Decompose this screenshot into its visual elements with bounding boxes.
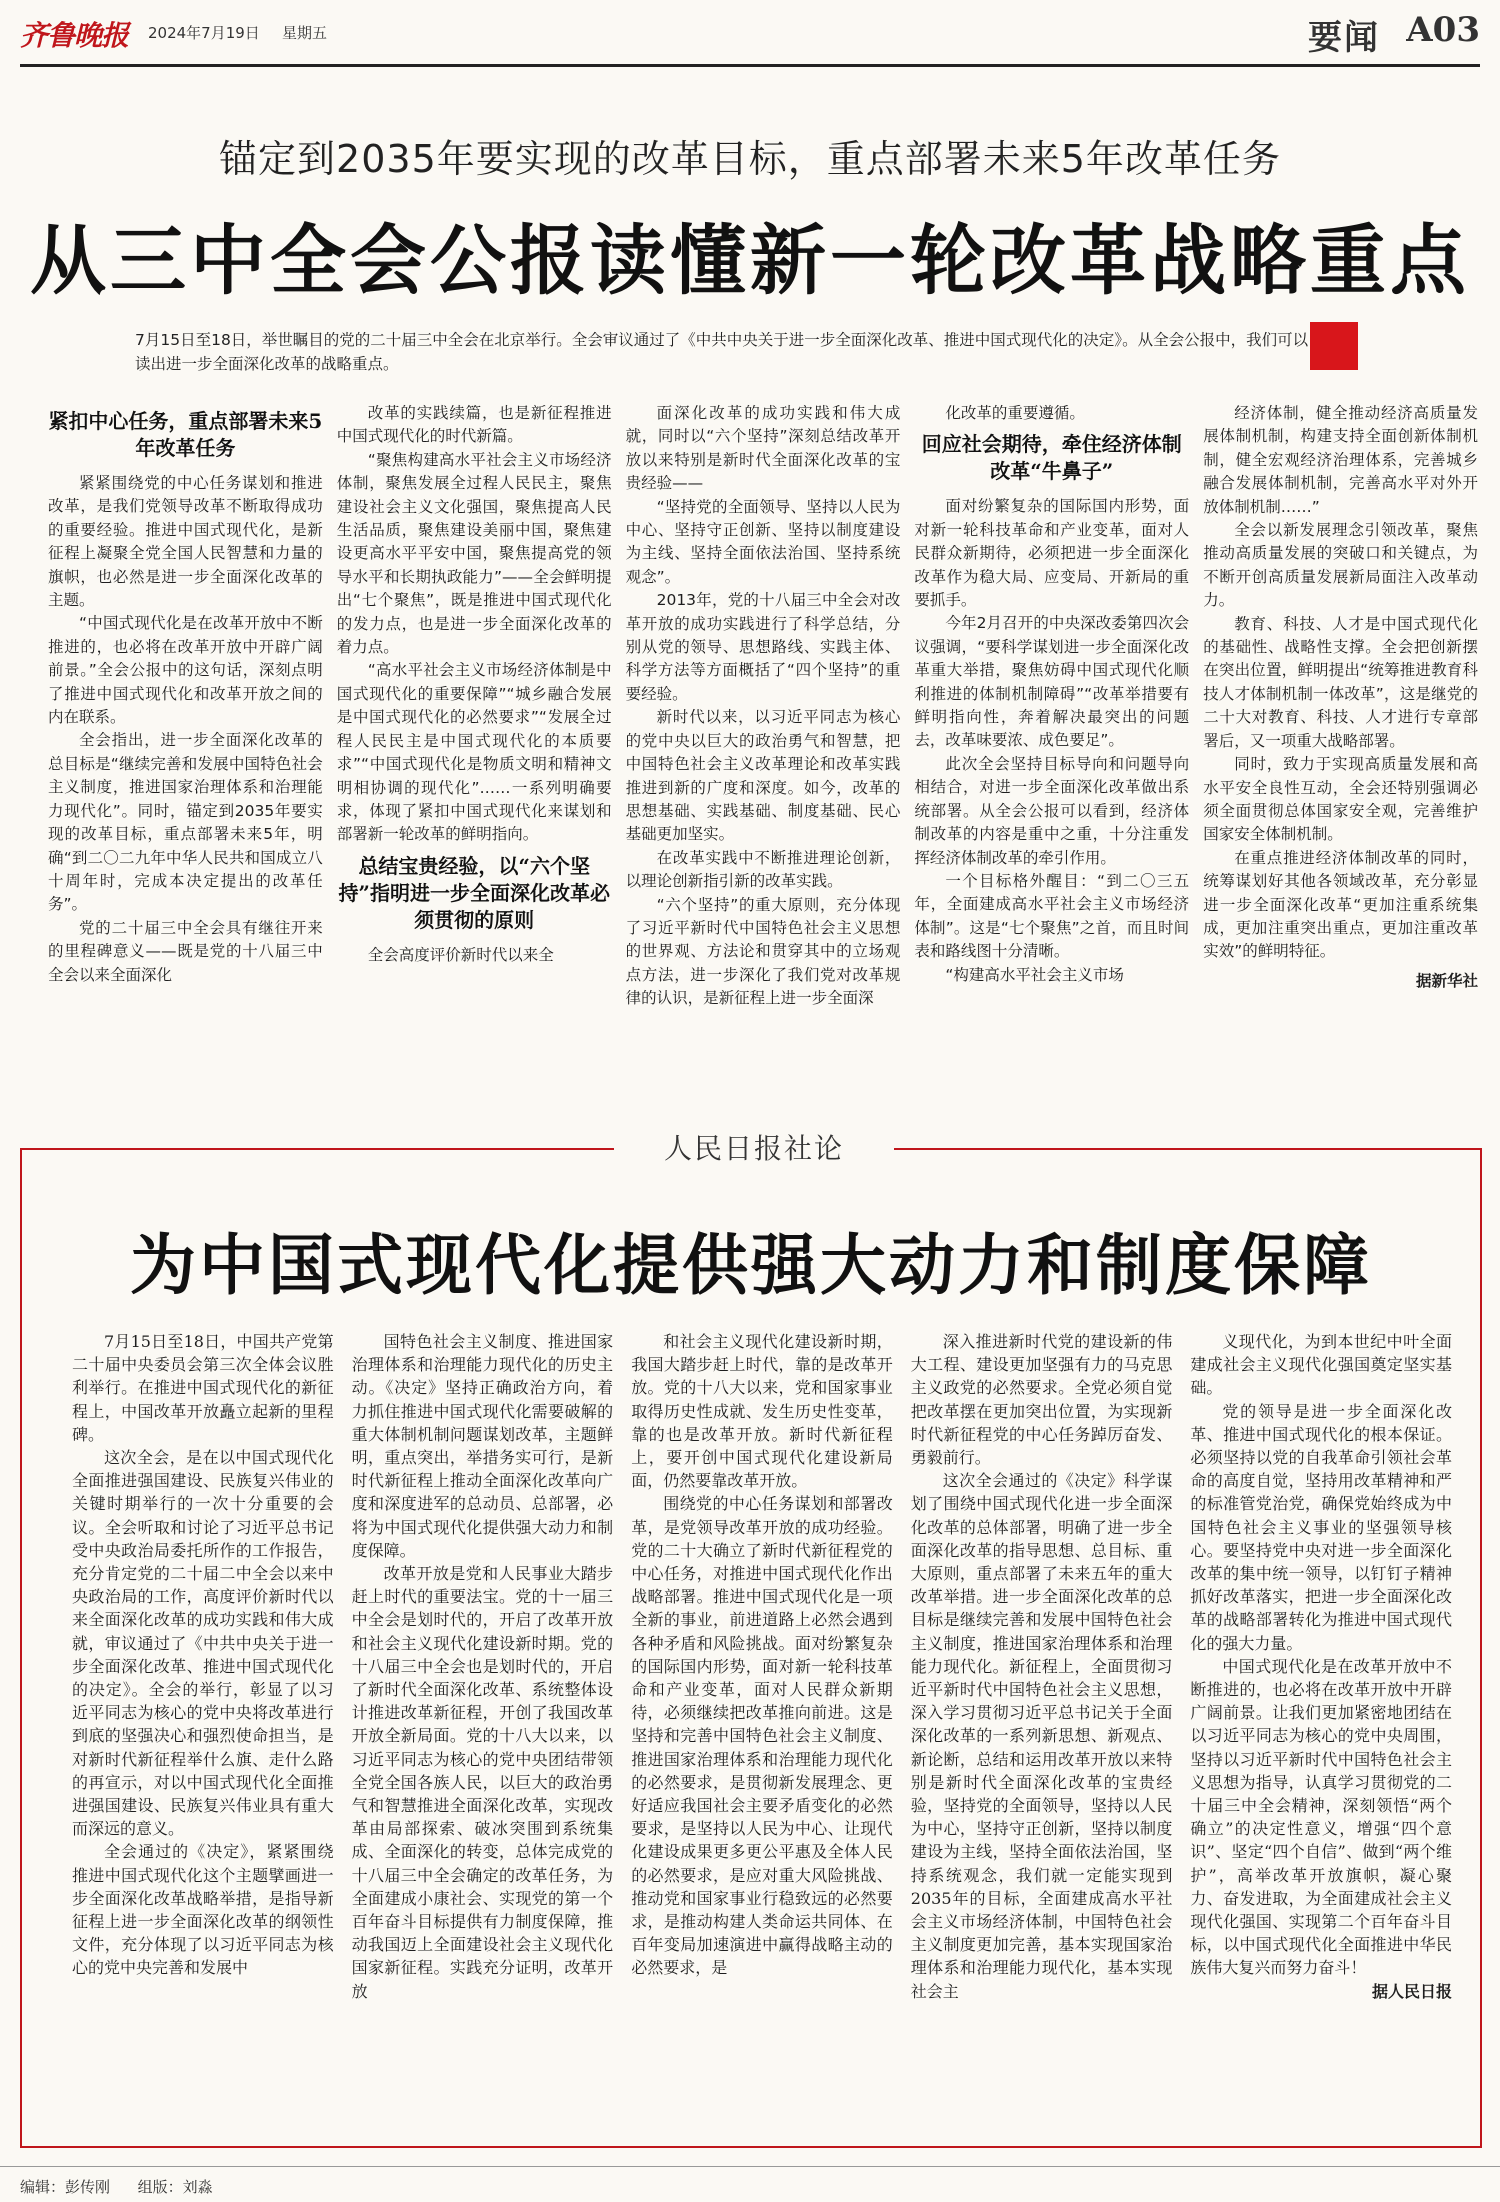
paragraph: 国特色社会主义制度、推进国家治理体系和治理能力现代化的历史主动。《决定》坚持正确政治方向，着力抓住推进中国式现代化需要破解的重大体制机制问题谋划改革，主题鲜明，重点突出，举措务实可行，是新时代新征程上推动全面深化改革向广度和深度进军的总动员、总部署，必将为中国式现代化提供强大动力和制度保障。 — [351, 1332, 614, 1560]
paragraph: 此次全会坚持目标导向和问题导向相结合，对进一步全面深化改革做出系统部署。从全会公报可以看到，经济体制改革的内容是重中之重，十分注重发挥经济体制改革的牵引作用。 — [914, 754, 1190, 867]
paragraph: 同时，致力于实现高质量发展和高水平安全良性互动，全会还特别强调必须全面贯彻总体国家安全观，完善维护国家安全体制机制。 — [1203, 755, 1478, 844]
article-column — [1203, 402, 1478, 1082]
paragraph: 在重点推进经济体制改革的同时，统筹谋划好其他各领域改革，充分彰显进一步全面深化改革“更加注重系统集成，更加注重突出重点，更加注重改革实效”的鲜明特征。 — [1203, 848, 1478, 961]
article-column — [48, 402, 323, 1082]
editorial-column — [1190, 1330, 1452, 2130]
editorial-body — [72, 1330, 1452, 2130]
source-credit: 据新华社 — [1415, 971, 1478, 990]
section-name: 要闻 — [1308, 18, 1380, 58]
paragraph: 面深化改革的成功实践和伟大成就，同时以“六个坚持”深刻总结改革开放以来特别是新时代全面深化改革的宝贵经验—— — [625, 404, 901, 493]
article-column — [337, 402, 612, 1082]
editorial-column — [631, 1330, 893, 2130]
paragraph: 全会以新发展理念引领改革，聚焦推动高质量发展的突破口和关键点，为不断开创高质量发展新局面注入改革动力。 — [1203, 521, 1478, 610]
article-subhead: 锚定到2035年要实现的改革目标，重点部署未来5年改革任务 — [219, 137, 1281, 181]
paragraph: 化改革的重要遵循。 — [945, 404, 1085, 422]
section-subheading: 紧扣中心任务，重点部署未来5年改革任务 — [48, 409, 323, 460]
paragraph: “高水平社会主义市场经济体制是中国式现代化的重要保障”“城乡融合发展是中国式现代化的必然要求”“发展全过程人民民主是中国式现代化的本质要求”“中国式现代化是物质文明和精神文明相协调的现代化”……一系列明确要求，体现了紧扣中国式现代化来谋划和部署新一轮改革的鲜明指向。 — [336, 661, 612, 844]
paragraph: 这次全会，是在以中国式现代化全面推进强国建设、民族复兴伟业的关键时期举行的一次十分重要的会议。全会听取和讨论了习近平总书记受中央政治局委托所作的工作报告，充分肯定党的二十届二中全会以来中央政治局的工作，高度评价新时代以来全面深化改革的成功实践和伟大成就，审议通过了《中共中央关于进一步全面深化改革、推进中国式现代化的决定》。全会的举行，彰显了以习近平同志为核心的党中央将改革进行到底的坚强决心和强烈使命担当，是对新时代新征程举什么旗、走什么路的再宣示，对以中国式现代化全面推进强国建设、民族复兴伟业具有重大而深远的意义。 — [72, 1448, 334, 1839]
header-divider — [20, 64, 1480, 67]
paragraph: 面对纷繁复杂的国际国内形势，面对新一轮科技革命和产业变革，面对人民群众新期待，必须把进一步全面深化改革作为稳大局、应变局、开新局的重要抓手。 — [914, 497, 1190, 610]
editorial-column — [352, 1330, 614, 2130]
paragraph: 义现代化，为到本世纪中叶全面建成社会主义现代化强国奠定坚实基础。 — [1190, 1332, 1452, 1398]
paragraph: 深入推进新时代党的建设新的伟大工程、建设更加坚强有力的马克思主义政党的必然要求。全党必须自觉把改革摆在更加突出位置，为实现新时代新征程党的中心任务踔厉奋发、勇毅前行。 — [910, 1332, 1173, 1468]
paragraph: 党的二十届三中全会具有继往开来的里程碑意义——既是党的十八届三中全会以来全面深化 — [48, 918, 323, 984]
paragraph: 在改革实践中不断推进理论创新，以理论创新指引新的改革实践。 — [625, 848, 901, 891]
decorative-red-square — [1310, 322, 1358, 370]
footer-editor: 编辑：彭传刚 — [20, 2178, 111, 2196]
paragraph: “坚持党的全面领导、坚持以人民为中心、坚持守正创新、坚持以制度建设为主线、坚持全面依法治国、坚持系统观念”。 — [625, 497, 901, 586]
editorial-column — [911, 1330, 1173, 2130]
paragraph: 一个目标格外醒目：“到二〇三五年，全面建成高水平社会主义市场经济体制”。这是“七个聚焦”之首，而且时间表和路线图十分清晰。 — [914, 871, 1190, 961]
paragraph: 围绕党的中心任务谋划和部署改革，是党领导改革开放的成功经验。党的二十大确立了新时代新征程党的中心任务，对推进中国式现代化作出战略部署。推进中国式现代化是一项全新的事业，前进道路上必然会遇到各种矛盾和风险挑战。面对纷繁复杂的国际国内形势，面对新一轮科技革命和产业变革，面对人民群众新期待，必须继续把改革推向前进。这是坚持和完善中国特色社会主义制度、推进国家治理体系和治理能力现代化的必然要求，是贯彻新发展理念、更好适应我国社会主要矛盾变化的必然要求，是坚持以人民为中心、让现代化建设成果更多更公平惠及全体人民的必然要求，是应对重大风险挑战、推动党和国家事业行稳致远的必然要求，是推动构建人类命运共同体、在百年变局加速演进中赢得战略主动的必然要求，是 — [631, 1494, 893, 1978]
paragraph: 今年2月召开的中央深改委第四次会议强调，“要科学谋划进一步全面深化改革重大举措，聚焦妨碍中国式现代化顺利推进的体制机制障碍”“改革举措要有鲜明指向性，奔着解决最突出的问题去，改革味要浓、成色要足”。 — [914, 614, 1190, 750]
paragraph: “中国式现代化是在改革开放中不断推进的，也必将在改革开放中开辟广阔前景。”全会公报中的这句话，深刻点明了推进中国式现代化和改革开放之间的内在联系。 — [48, 614, 323, 727]
editorial-label: 人民日报社论 — [614, 1130, 894, 1168]
article-headline: 从三中全会公报读懂新一轮改革战略重点 — [30, 216, 1470, 305]
paragraph: 7月15日至18日，中国共产党第二十届中央委员会第三次全体会议胜利举行。在推进中国式现代化的新征程上，中国改革开放矗立起新的里程碑。 — [72, 1332, 334, 1444]
footer-credits — [20, 2176, 213, 2197]
paragraph: 2013年，党的十八届三中全会对改革开放的成功实践进行了科学总结，分别从党的领导、思想路线、实践主体、科学方法等方面概括了“四个坚持”的重要经验。 — [625, 591, 901, 703]
issue-weekday: 星期五 — [282, 24, 328, 42]
paragraph: 紧紧围绕党的中心任务谋划和推进改革，是我们党领导改革不断取得成功的重要经验。推进中国式现代化，是新征程上凝聚全党全国人民智慧和力量的旗帜，也必然是进一步全面深化改革的主题。 — [48, 474, 323, 610]
section-subheading: 回应社会期待，牵住经济体制改革“牛鼻子” — [921, 432, 1182, 484]
paragraph: 中国式现代化是在改革开放中不断推进的，也必将在改革开放中开辟广阔前景。让我们更加紧密地团结在以习近平同志为核心的党中央周围，坚持以习近平新时代中国特色社会主义思想为指导，认真学习贯彻党的二十届三中全会精神，深刻领悟“两个确立”的决定性意义，增强“四个意识”、坚定“四个自信”、做到“两个维护”，高举改革开放旗帜，凝心聚力、奋发进取，为全面建成社会主义现代化强国、实现第二个百年奋斗目标，以中国式现代化全面推进中华民族伟大复兴而努力奋斗！ — [1190, 1656, 1452, 1978]
article-lead: 7月15日至18日，举世瞩目的党的二十届三中全会在北京举行。全会审议通过了《中共中央关于进一步全面深化改革、推进中国式现代化的决定》。从全会公报中，我们可以读出进一步全面深化改革的战略重点。 — [135, 331, 1309, 373]
article-body — [48, 402, 1478, 1082]
masthead — [20, 8, 1480, 70]
paragraph: “构建高水平社会主义市场 — [945, 965, 1124, 984]
editorial-column — [72, 1330, 334, 2130]
newspaper-logo: 齐鲁晚报 — [20, 19, 129, 52]
paragraph: 全会高度评价新时代以来全 — [367, 945, 554, 964]
issue-date: 2024年7月19日 — [148, 24, 260, 42]
page-number: A03 — [1406, 10, 1480, 50]
paragraph: 全会通过的《决定》，紧紧围绕推进中国式现代化这个主题擘画进一步全面深化改革战略举措，是指导新征程上进一步全面深化改革的纲领性文件，充分体现了以习近平同志为核心的党中央完善和发展中 — [72, 1842, 334, 1978]
editorial-title: 为中国式现代化提供强大动力和制度保障 — [130, 1226, 1372, 1304]
article-column — [914, 402, 1189, 1082]
paragraph: 经济体制，健全推动经济高质量发展体制机制，构建支持全面创新体制机制，健全宏观经济治理体系，完善城乡融合发展体制机制，完善高水平对外开放体制机制……” — [1203, 404, 1478, 516]
article-column — [626, 402, 901, 1082]
paragraph: 全会指出，进一步全面深化改革的总目标是“继续完善和发展中国特色社会主义制度，推进国家治理体系和治理能力现代化”。同时，锚定到2035年要实现的改革目标，重点部署未来5年，明确“到二〇二九年中华人民共和国成立八十周年时，完成本决定提出的改革任务”。 — [48, 731, 323, 914]
paragraph: 改革的实践续篇，也是新征程推进中国式现代化的时代新篇。 — [336, 404, 612, 446]
paragraph: 党的领导是进一步全面深化改革、推进中国式现代化的根本保证。必须坚持以党的自我革命引领社会革命的高度自觉，坚持用改革精神和严的标准管党治党，确保党始终成为中国特色社会主义事业的坚强领导核心。要坚持党中央对进一步全面深化改革的集中统一领导，以钉钉子精神抓好改革落实，把进一步全面深化改革的战略部署转化为推进中国式现代化的强大力量。 — [1190, 1401, 1452, 1653]
footer-layout: 组版：刘淼 — [137, 2178, 213, 2196]
section-subheading: 总结宝贵经验，以“六个坚持”指明进一步全面深化改革必须贯彻的原则 — [338, 853, 610, 932]
source-credit: 据人民日报 — [1371, 1981, 1452, 2001]
paragraph: “六个坚持”的重大原则，充分体现了习近平新时代中国特色社会主义思想的世界观、方法论和贯穿其中的立场观点方法，进一步深化了我们党对改革规律的认识，是新征程上进一步全面深 — [625, 895, 901, 1008]
paragraph: 新时代以来，以习近平同志为核心的党中央以巨大的政治勇气和智慧，把中国特色社会主义改革理论和改革实践推进到新的广度和深度。如今，改革的思想基础、实践基础、制度基础、民心基础更加坚实。 — [625, 708, 901, 844]
paragraph: 这次全会通过的《决定》科学谋划了围绕中国式现代化进一步全面深化改革的总体部署，明确了进一步全面深化改革的指导思想、总目标、重大原则，重点部署了未来五年的重大改革举措。进一步全面深化改革的总目标是继续完善和发展中国特色社会主义制度，推进国家治理体系和治理能力现代化。新征程上，全面贯彻习近平新时代中国特色社会主义思想，深入学习贯彻习近平总书记关于全面深化改革的一系列新思想、新观点、新论断，总结和运用改革开放以来特别是新时代全面深化改革的宝贵经验，坚持党的全面领导，坚持以人民为中心，坚持守正创新，坚持以制度建设为主线，坚持全面依法治国，坚持系统观念，我们就一定能实现到2035年的目标，全面建成高水平社会主义市场经济体制，中国特色社会主义制度更加完善，基本实现国家治理体系和治理能力现代化，基本实现社会主 — [910, 1471, 1173, 2001]
footer-divider — [0, 2166, 1500, 2167]
paragraph: 教育、科技、人才是中国式现代化的基础性、战略性支撑。全会把创新摆在突出位置，鲜明提出“统筹推进教育科技人才体制机制一体改革”，这是继党的二十大对教育、科技、人才进行专章部署后，又一项重大战略部署。 — [1203, 614, 1478, 750]
paragraph: 改革开放是党和人民事业大踏步赶上时代的重要法宝。党的十一届三中全会是划时代的，开启了改革开放和社会主义现代化建设新时期。党的十八届三中全会也是划时代的，开启了新时代全面深化改革、系统整体设计推进改革新征程，开创了我国改革开放全新局面。党的十八大以来，以习近平同志为核心的党中央团结带领全党全国各族人民，以巨大的政治勇气和智慧推进全面深化改革，实现改革由局部探索、破冰突围到系统集成、全面深化的转变，总体完成党的十八届三中全会确定的改革任务，为全面建成小康社会、实现党的第一个百年奋斗目标提供有力制度保障，推动我国迈上全面建设社会主义现代化国家新征程。实践充分证明，改革开放 — [351, 1564, 614, 2001]
paragraph: 和社会主义现代化建设新时期，我国大踏步赶上时代，靠的是改革开放。党的十八大以来，党和国家事业取得历史性成就、发生历史性变革，靠的也是改革开放。新时代新征程上，要开创中国式现代化建设新局面，仍然要靠改革开放。 — [631, 1332, 893, 1491]
paragraph: “聚焦构建高水平社会主义市场经济体制，聚焦发展全过程人民民主，聚焦建设社会主义文化强国，聚焦提高人民生活品质，聚焦建设美丽中国，聚焦建设更高水平平安中国，聚焦提高党的领导水平和长期执政能力”——全会鲜明提出“七个聚焦”，既是推进中国式现代化的发力点，也是进一步全面深化改革的着力点。 — [336, 450, 612, 657]
